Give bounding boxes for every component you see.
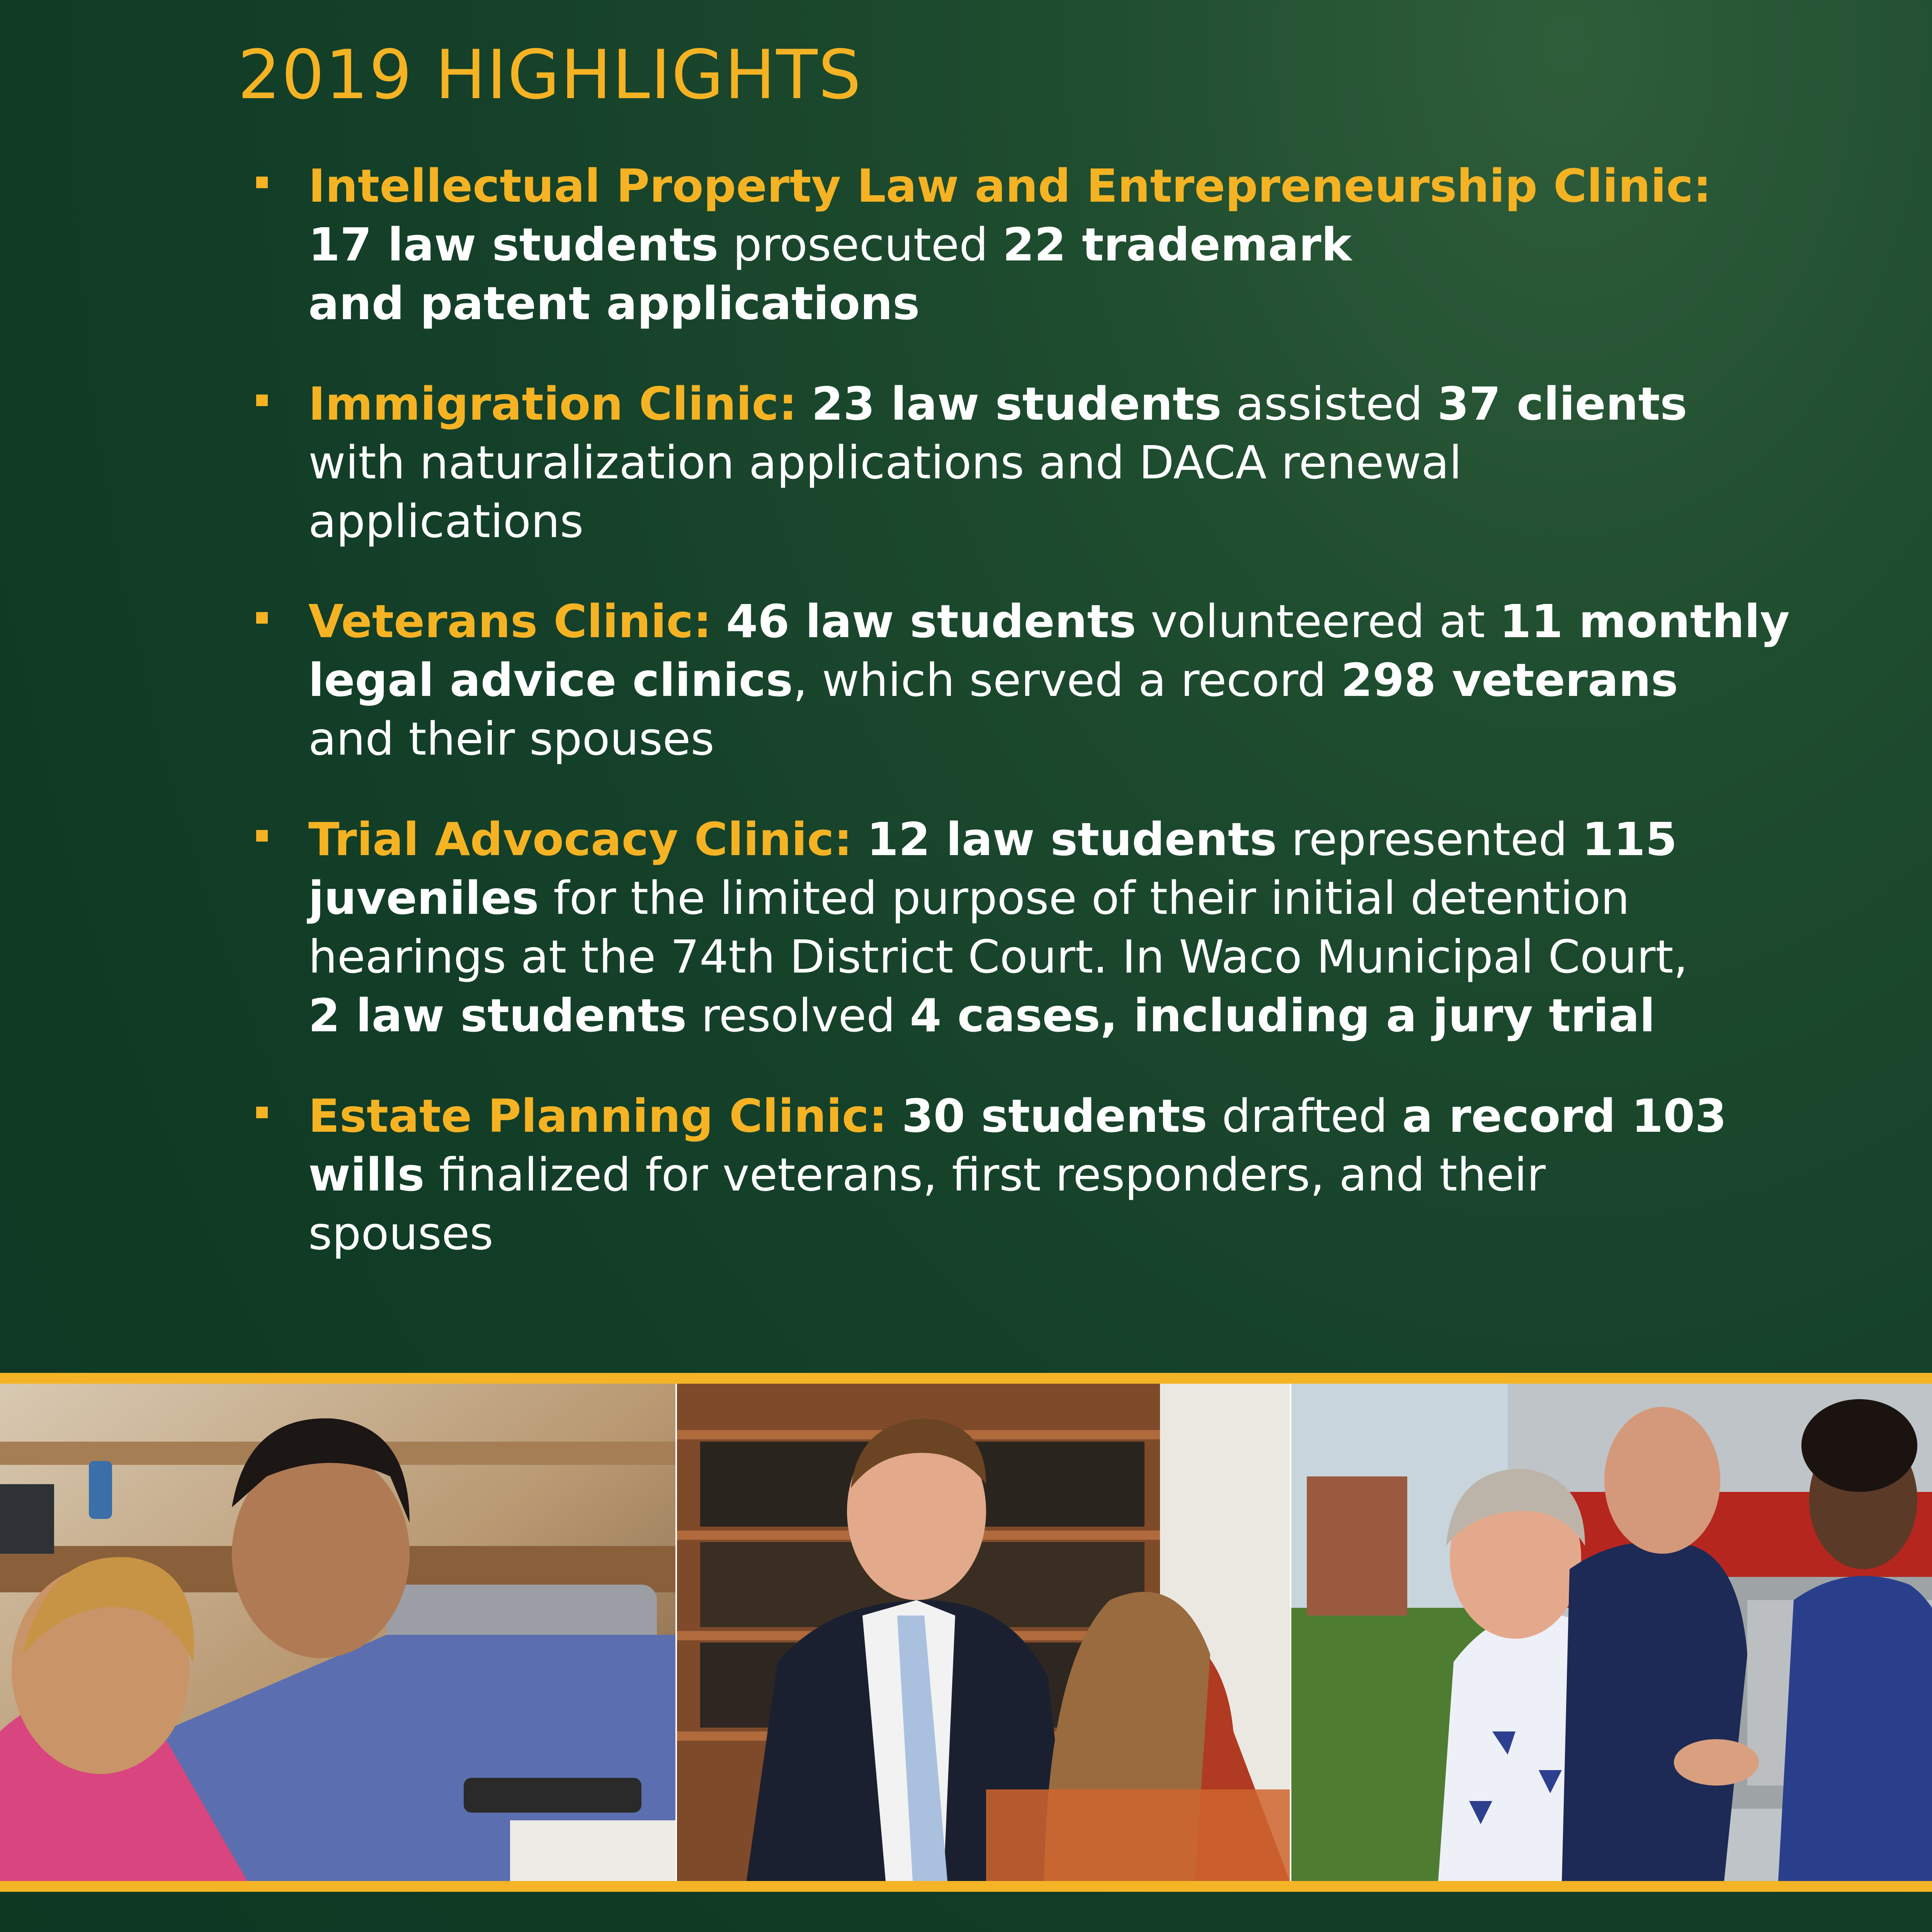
photo-firefighter-handshake xyxy=(1291,1384,1932,1881)
bullet-square-icon xyxy=(256,830,268,842)
clinic-label: Immigration Clinic: xyxy=(308,377,797,430)
highlight-ip-clinic xyxy=(308,156,1835,333)
page-heading: 2019 HIGHLIGHTS xyxy=(238,36,862,114)
highlight-text xyxy=(308,159,1711,330)
highlight-phrase xyxy=(797,377,812,430)
highlight-phrase: for the limited purpose of their initial detention xyxy=(539,871,1630,925)
highlight-estate-planning-clinic xyxy=(308,1087,1835,1263)
highlight-phrase: finalized for veterans, first responders, and their xyxy=(424,1148,1546,1201)
highlight-text xyxy=(308,377,1687,548)
highlight-trial-advocacy-clinic xyxy=(308,810,1835,1045)
highlight-stat: 2 law students xyxy=(308,989,687,1042)
highlight-stat: legal advice clinics xyxy=(308,653,793,707)
gold-divider-top xyxy=(0,1373,1932,1384)
highlight-phrase: represented xyxy=(1277,813,1582,866)
highlight-stat: 11 monthly xyxy=(1499,595,1790,648)
clinic-label: Trial Advocacy Clinic: xyxy=(308,813,852,866)
highlight-stat: and patent applications xyxy=(308,277,920,330)
highlight-phrase: resolved xyxy=(687,989,910,1042)
highlight-phrase: prosecuted xyxy=(718,218,1003,271)
highlight-phrase: , which served a record xyxy=(793,653,1341,707)
highlight-phrase: hearings at the 74th District Court. In Waco Municipal Court, xyxy=(308,930,1688,983)
highlight-stat: 17 law students xyxy=(308,218,719,271)
highlight-phrase: assisted xyxy=(1221,377,1437,430)
highlight-text xyxy=(308,1089,1727,1260)
highlight-phrase: volunteered at xyxy=(1136,595,1500,648)
highlight-stat: 115 xyxy=(1582,813,1677,866)
bullet-square-icon xyxy=(256,612,268,624)
bullet-square-icon xyxy=(256,1107,268,1118)
photo-classroom-image xyxy=(0,1384,675,1881)
bullet-square-icon xyxy=(256,395,268,406)
photo-law-library xyxy=(677,1384,1290,1881)
highlight-stat: 37 clients xyxy=(1437,377,1687,430)
gold-divider-bottom xyxy=(0,1881,1932,1892)
highlight-stat: 22 trademark xyxy=(1002,218,1352,271)
highlight-immigration-clinic xyxy=(308,374,1835,551)
highlight-phrase xyxy=(852,813,867,866)
highlight-stat: 298 veterans xyxy=(1341,653,1678,707)
highlight-phrase: and their spouses xyxy=(308,712,714,765)
highlight-phrase xyxy=(712,595,726,648)
photo-library-image xyxy=(677,1384,1290,1881)
clinic-label: Estate Planning Clinic: xyxy=(308,1089,888,1143)
highlight-phrase: spouses xyxy=(308,1207,493,1260)
photo-handshake-image xyxy=(1291,1384,1932,1881)
highlight-phrase: applications xyxy=(308,495,584,548)
highlight-phrase xyxy=(887,1089,902,1143)
highlight-stat: 30 students xyxy=(901,1089,1208,1143)
highlight-stat: 4 cases, including a jury trial xyxy=(910,989,1655,1042)
highlight-phrase: with naturalization applications and DACA renewal xyxy=(308,436,1462,489)
highlight-stat: 12 law students xyxy=(867,813,1277,866)
highlight-stat: a record 103 xyxy=(1402,1089,1727,1143)
highlight-stat: 46 law students xyxy=(726,595,1136,648)
highlight-veterans-clinic xyxy=(308,592,1835,768)
highlight-stat: juveniles xyxy=(308,871,539,925)
highlight-stat: wills xyxy=(308,1148,425,1201)
photo-students-classroom xyxy=(0,1384,675,1881)
bullet-square-icon xyxy=(256,177,268,188)
clinic-label: Intellectual Property Law and Entrepreneurship Clinic: xyxy=(308,159,1712,213)
highlight-phrase: drafted xyxy=(1207,1089,1402,1143)
highlight-text xyxy=(308,595,1790,765)
highlight-text xyxy=(308,813,1688,1042)
highlight-stat: 23 law students xyxy=(811,377,1222,430)
clinic-label: Veterans Clinic: xyxy=(308,595,712,648)
